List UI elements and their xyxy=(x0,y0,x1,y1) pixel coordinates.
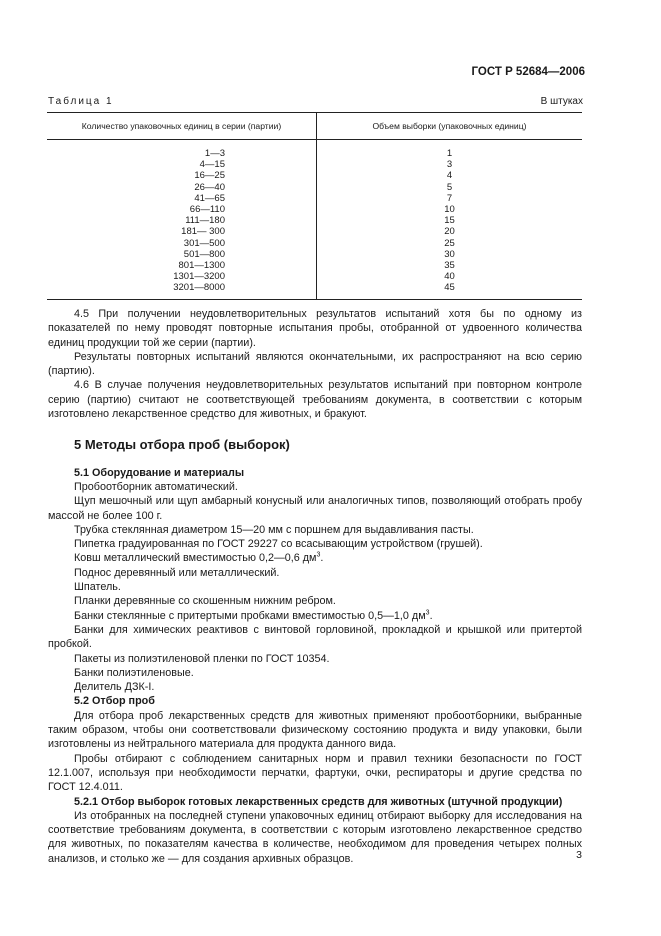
table-row: 801—1300 35 xyxy=(47,260,582,271)
table-row: 111—180 15 xyxy=(47,215,582,226)
paragraph-5-2-1: Из отобранных на последней ступени упаковочных единиц отбирают выборку для исследования на соответствие требованиям документа, в соответствии с которым изготовлено лекарственное средство для животных, по показателям качества в количестве, необходимом для проведения четырех полных анализов, и столько же — для создания архивных образцов. xyxy=(48,809,582,865)
table-row: 181— 300 20 xyxy=(47,226,582,237)
document-id: ГОСТ Р 52684—2006 xyxy=(471,66,585,78)
table-row: 16—25 4 xyxy=(47,170,582,181)
table-row: 26—40 5 xyxy=(47,182,582,193)
equipment-item: Банки стеклянные с притертыми пробками вместимостью 0,5—1,0 $дм^3$. xyxy=(74,609,433,622)
subsection-heading-5-1: 5.1 Оборудование и материалы xyxy=(74,466,245,479)
table-unit: В штуках xyxy=(540,96,583,107)
table-row: 1301—3200 40 xyxy=(47,271,582,282)
paragraph-4-5: 4.5 При получении неудовлетворительных результатов испытаний хотя бы по одному из показателей по нему проводят повторные испытания пробы, отобранной от удвоенного количества единиц продукции той же серии (партии). xyxy=(48,308,582,349)
table-row: 66—110 10 xyxy=(47,204,582,215)
equipment-item: Пробоотборник автоматический. xyxy=(74,480,238,493)
equipment-item: Делитель ДЗК-I. xyxy=(74,681,155,694)
table-caption: Таблица 1 xyxy=(48,96,114,107)
table-row: 301—500 25 xyxy=(47,238,582,249)
column-header-sample-size: Объем выборки (упаковочных единиц) xyxy=(317,113,583,140)
sample-size-table xyxy=(47,112,582,300)
table-row: 3201—8000 45 xyxy=(47,282,582,293)
equipment-item: Шпатель. xyxy=(74,581,121,594)
equipment-item: Пакеты из полиэтиленовой пленки по ГОСТ 10354. xyxy=(74,652,330,665)
equipment-item: Щуп мешочный или щуп амбарный конусный или аналогичных типов, позволяющий отобрать пробу массой не более 100 г. xyxy=(48,495,582,522)
equipment-item: Ковш металлический вместимостью 0,2—0,6 $дм^3$. xyxy=(74,551,324,565)
equipment-item: Поднос деревянный или металлический. xyxy=(74,566,280,579)
equipment-item: Банки для химических реактивов с винтовой горловиной, прокладкой и крышкой или притертой пробкой. xyxy=(48,623,582,651)
column-header-lot-size: Количество упаковочных единиц в серии (партии) xyxy=(47,113,317,140)
subsection-heading-5-2-1: 5.2.1 Отбор выборок готовых лекарственных средств для животных (штучной продукции) xyxy=(74,795,563,808)
table-row: 41—65 7 xyxy=(47,193,582,204)
page-number: 3 xyxy=(576,849,582,861)
equipment-item: Банки полиэтиленовые. xyxy=(74,666,194,679)
table-row: 1—3 1 xyxy=(47,148,582,159)
section-heading-5: 5 Методы отбора проб (выборок) xyxy=(74,437,290,453)
paragraph-4-6: 4.6 В случае получения неудовлетворительных результатов испытаний при повторном контроле серию (партию) считают не соответствующей требованиям документа, в соответствии с которым изготовлено лекарственное средство для животных, и бракуют. xyxy=(48,379,582,421)
table-row: 4—15 3 xyxy=(47,159,582,170)
equipment-item: Трубка стеклянная диаметром 15—20 мм с поршнем для выдавливания пасты. xyxy=(74,523,474,536)
unit-superscript: 3 xyxy=(425,609,430,617)
document-body xyxy=(48,307,582,866)
paragraph-5-2-b: Пробы отбирают с соблюдением санитарных норм и правил техники безопасности по ГОСТ 12.1.007, используя при необходимости перчатки, фартуки, очки, респираторы и другие средства по ГОСТ 12.4.011. xyxy=(48,752,582,794)
equipment-item: Планки деревянные со скошенным нижним ребром. xyxy=(74,595,336,608)
subsection-heading-5-2: 5.2 Отбор проб xyxy=(74,695,155,708)
unit-superscript: 3 xyxy=(316,551,321,559)
table-row: 501—800 30 xyxy=(47,249,582,260)
paragraph-4-5-b: Результаты повторных испытаний являются окончательными, их распространяют на всю серию (партию). xyxy=(48,350,582,378)
paragraph-5-2-a: Для отбора проб лекарственных средств для животных применяют пробоотборники, выбранные таким образом, чтобы они соответствовали физическому состоянию продукта и виду упаковки, были изготовлены из нейтрального материала для продукта данного вида. xyxy=(48,709,582,751)
equipment-item: Пипетка градуированная по ГОСТ 29227 со всасывающим устройством (грушей). xyxy=(74,538,483,551)
